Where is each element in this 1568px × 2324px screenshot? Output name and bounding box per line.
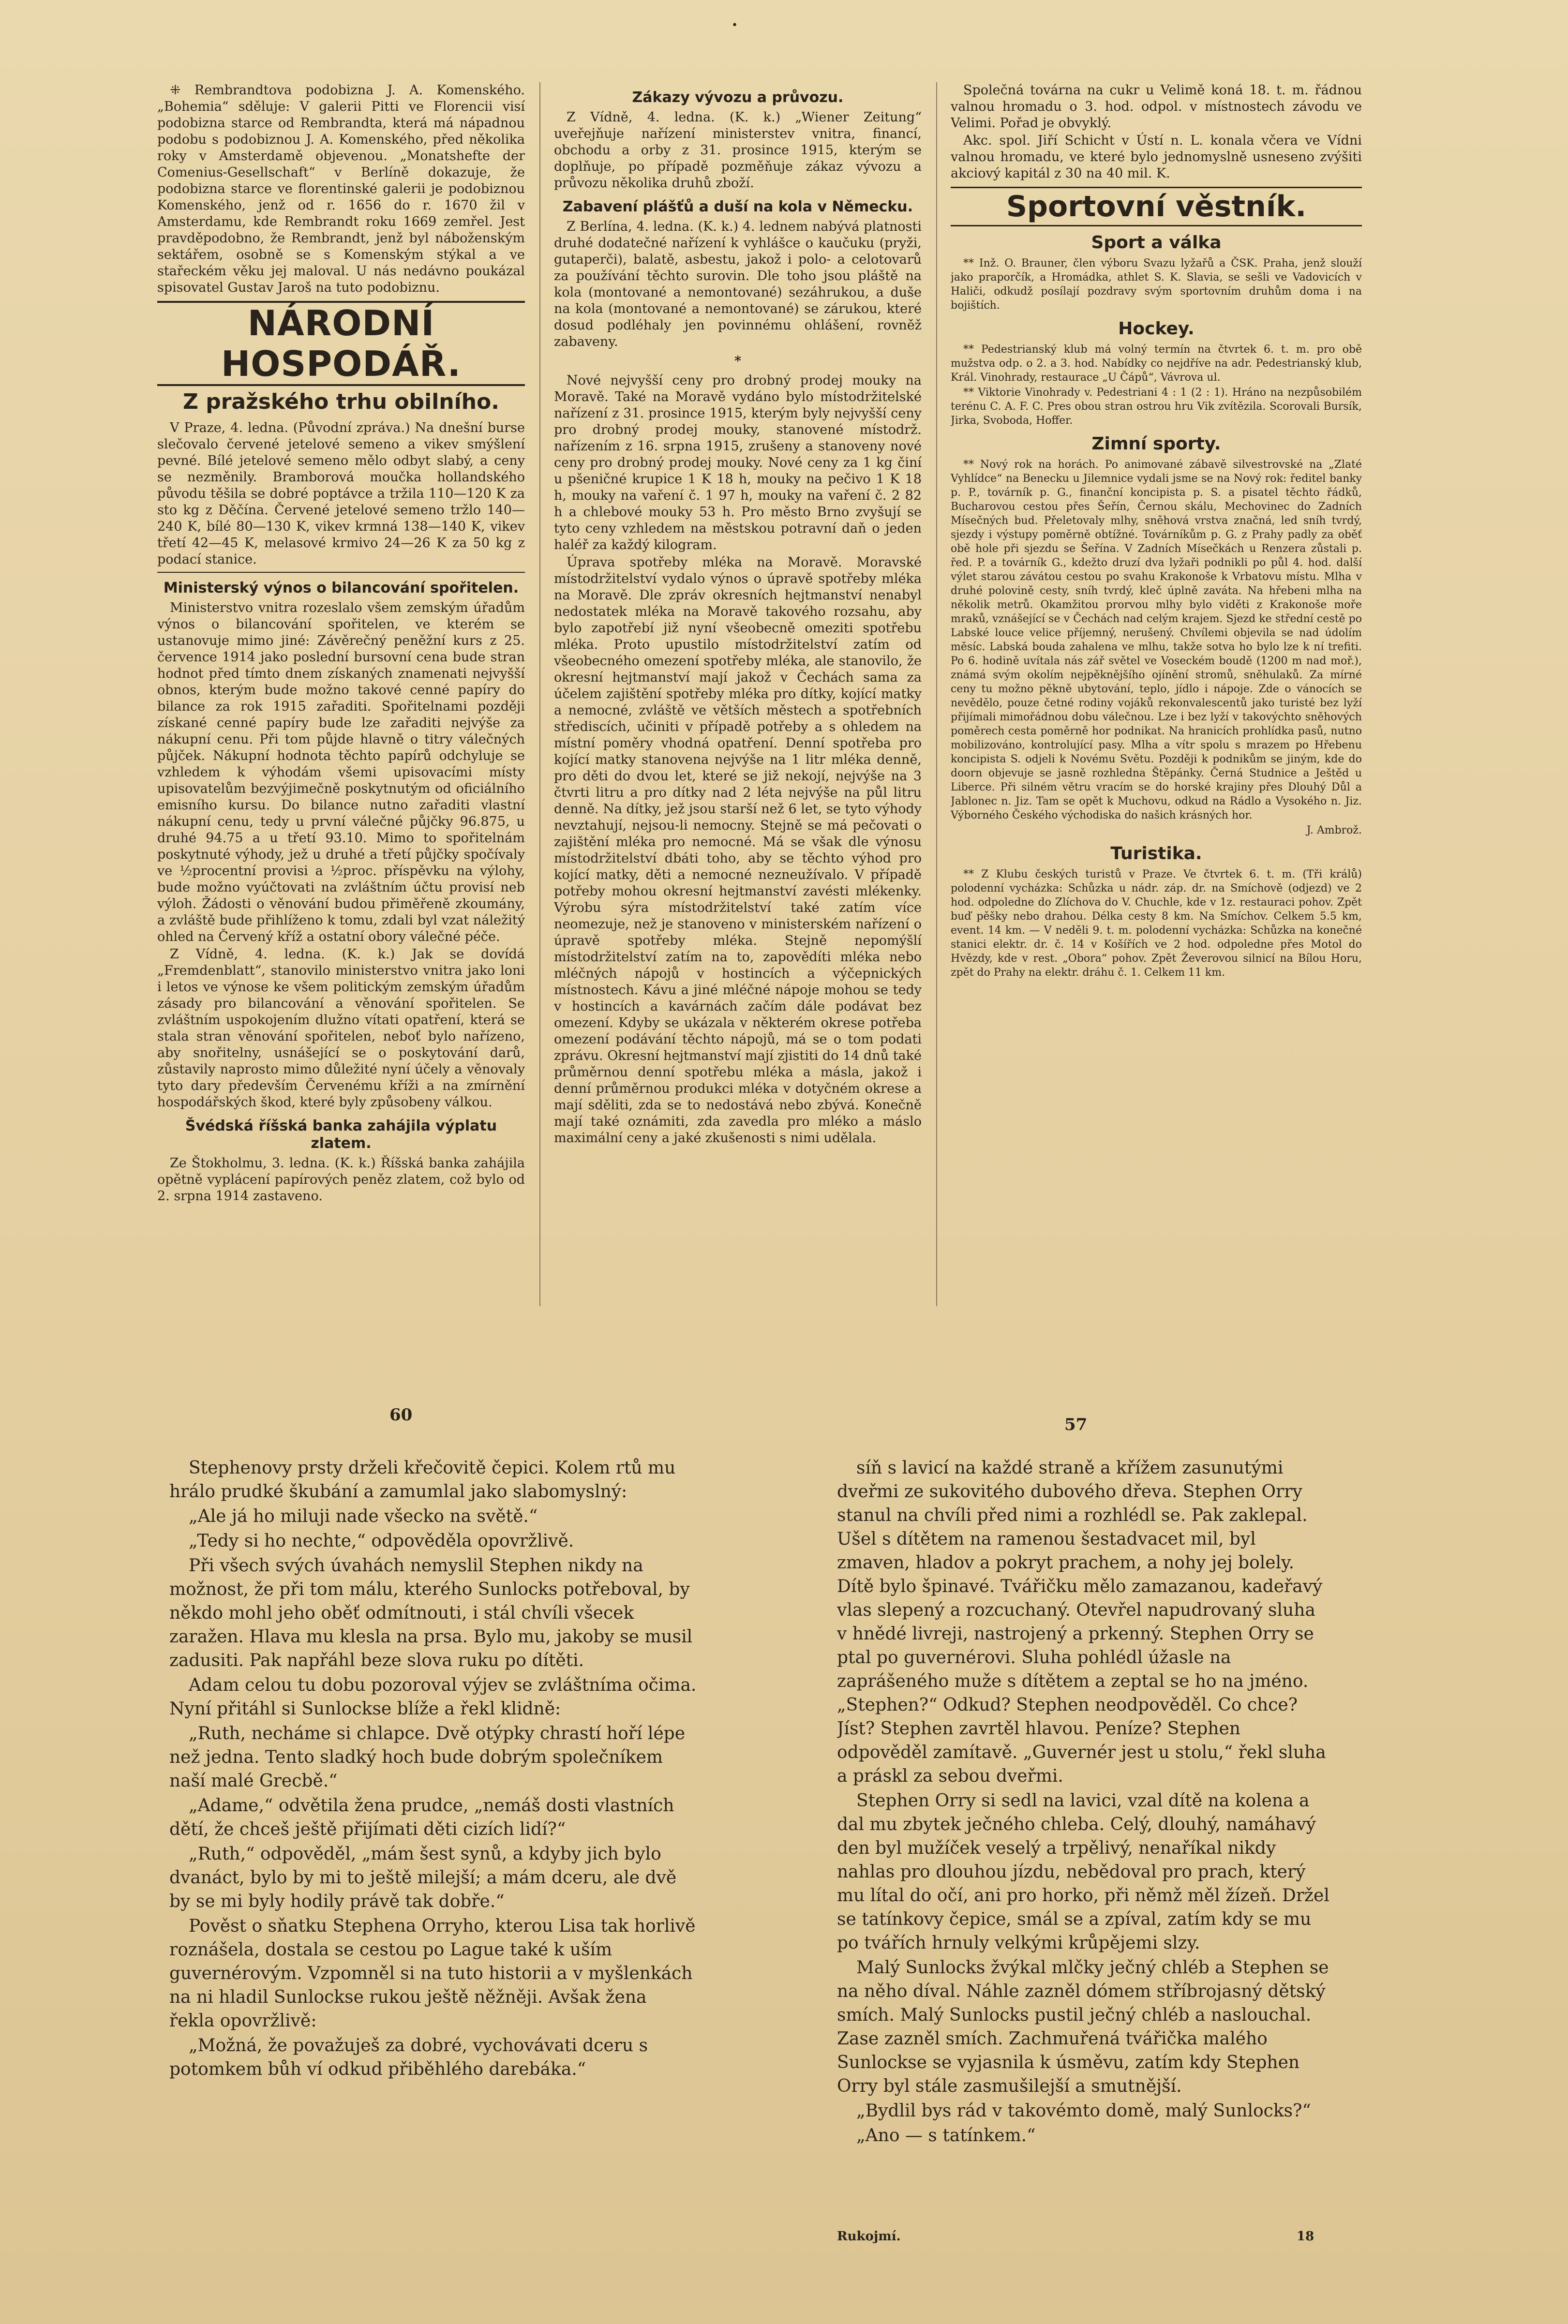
milk-article: Úprava spotřeby mléka na Moravě. Moravské místodržitelství vydalo výnos o úpravě spotřeby mléka na Moravě. Dle zpráv okresních hejtmanství nenabyl nedostatek mléka na Moravě takového rozsahu, aby bylo zapotřebí již nyní všeobecně omeziti spotřebu mléka. Proto upustilo místodržitelství zatím od všeobecného omezení spotřeby mléka, ale stanovilo, že okresní hejtmanství mají jakož v Čechách sama za účelem zajištění spotřeby mléka pro dítky, kojící matky a nemocné, zvláště ve větších městech a spotřebních střediscích, učiniti v případě potřeby a s ohledem na místní poměry vhodná opatření. Denní spotřeba pro kojící matky stanovena nejvýše na 1 litr mléka denně, pro děti do dvou let, které se již nekojí, nejvýše na 3 čtvrti litru a pro dítky nad 2 léta nejvýše na půl litru denně. Na dítky, jež jsou starší než 6 let, se tyto výhody nevztahují, nejsou-li nemocny. Stejně se má pečovati o zajištění mléka pro nemocné. Má se však dle výnosu místodržitelství dbáti toho, aby se těchto výhod pro kojící matky, děti a nemocné nezneužívalo. V případě potřeby mohou okresní hejtmanství zavésti mlékenky. Výrobu sýra místodržitelství také zatím více neomezuje, než je stanoveno v ministerském nařízení o úpravě spotřeby mléka. Stejně nepomýšlí místodržitelství zatím na to, zapovědíti mléka nebo mléčných nápojů v hostincích a výčepnických místnostech. Kávu a jiné mléčné nápoje mohou se tedy v hostincích a kavárnách začím dále podávat bez omezení. Kdyby se ukázala v některém okrese potřeba omezení podávání těchto nápojů, má se o tom podati zprávu. Okresní hejtmanství mají zjistiti do 14 dnů také průměrnou denní spotřebu mléka a másla, jakož i denní průměrnou produkci mléka v dotyčném okrese a mají sděliti, zda se to nedostává nebo zbývá. Konečně mají také oznámiti, zda zavedla pro mléko a máslo maximální ceny a jaké zkušenosti s nimi udělala. xyxy=(554,555,922,1146)
novel-paragraph: Malý Sunlocks žvýkal mlčky ječný chléb a Stephen se na něho díval. Náhle zazněl dómem stříbrojasný dětský smích. Malý Sunlocks pustil ječný chléb a naslouchal. Zase zazněl smích. Zachmuřená tvářička malého Sunlockse se vyjasnila k úsměvu, zatím kdy Stephen Orry byl stále zasmušilejší a smutnější. xyxy=(837,1958,1329,2096)
column-rule xyxy=(539,82,540,1306)
schicht-note: Akc. spol. Jiří Schicht v Ústí n. L. konala včera ve Vídni valnou hromadu, ve které bylo jednomyslně usneseno zvýšiti akciový kapitál z 30 na 40 mil. K. xyxy=(951,133,1362,181)
decree-article-vienna: Z Vídně, 4. ledna. (K. k.) Jak se dovídá „Fremdenblatt“, stanovilo ministerstvo vnitra jako loni i letos ve výnose ke všem politickým zemským úřadům zásady pro bilancování a věnování spořitelen. Se zvláštním uspokojením dlužno vítati opatření, která se stala stran věnování spořitelen, neboť bylo nařízeno, aby snořitelny, usnášející se o poskytování darů, zůstavily naprosto mimo důležité nyní účely a věnovaly tyto dary především Červenému kříži a na zmírnění hospodářských škod, které byly způsobeny válkou. xyxy=(157,947,525,1110)
separator-star: * xyxy=(734,354,742,369)
sport-and-war-article: ** Inž. O. Brauner, člen výboru Svazu lyžařů a ČSK. Praha, jenž slouží jako praporčík, a Hromádka, athlet S. K. Slavia, se sešli ve Vadovicích v Haliči, odkudž posílají pozdravy svým sportovním druhům doma i na bojištích. xyxy=(951,257,1362,312)
novel-paragraph: „Ano — s tatínkem.“ xyxy=(856,2126,1036,2145)
novel-paragraph: Stephen Orry si sedl na lavici, vzal dítě na kolena a dal mu zbytek ječného chleba. Celý, dlouhý, namáhavý den byl mužíček veselý a trpělivý, nenaříkal nikdy nahlas pro dlouhou jízdu, nebědoval pro prach, který mu lítal do očí, ani pro horko, při němž měl žízeň. Držel se tatínkovy čepice, smál se a zpíval, zatím kdy se mu po tvářích hrnuly velkými krůpějemi slzy. xyxy=(837,1791,1329,1953)
tourism-article: ** Z Klubu českých turistů v Praze. Ve čtvrtek 6. t. m. (Tři králů) polodenní vycházka: Schůzka u nádr. záp. dr. na Smíchově (odjezd) ve 2 hod. odpoledne do Zlíchova do V. Chuchle, kde v 1z. restauraci pohov. Zpět buď pěšky nebo drahou. Délka cesty 8 km. Na Smíchov. Celkem 5.5 km, event. 14 km. — V neděli 9. t. m. polodenní vycházka: Schůzka na konečné stanici elektr. dr. č. 14 v Košířích ve 2 hod. odpoledne přes Motol do Hvězdy, kde v rest. „Obora“ pohov. Zpět Ževerovou silnicí na Bílou Horu, zpět do Prahy na elektr. dráhu č. 1. Celkem 11 km. xyxy=(951,868,1362,979)
tires-heading: Zabavení plášťů a duší na kola v Německu. xyxy=(562,198,913,215)
novel-paragraph: „Tedy si ho nechte,“ odpověděla opovržlivě. xyxy=(189,1531,574,1551)
tires-article: Z Berlína, 4. ledna. (K. k.) 4. lednem nabývá platnosti druhé dodatečné nařízení k vyhlášce o kaučuku (pryži, gutaperči), balatě, asbestu, jakož i polo- a celotovarů za používání těchto surovin. Dle toho jsou pláště na kola (montované a nemontované) sezáhrukou, a duše na kola (montované a nemontované) se zárukou, které dosud podléhaly jen povinnému ohlášení, rovněž zabaveny. xyxy=(554,219,922,349)
novel-paragraph: „Ruth,“ odpověděl, „mám šest synů, a kdyby jich bylo dvanáct, bylo by mi to ještě milejší; a mám dceru, ale dvě by se mi byly hodily právě tak dobře.“ xyxy=(169,1844,677,1911)
decree-article: Ministerstvo vnitra rozeslalo všem zemským úřadům výnos o bilancování spořitelen, ve kterém se ustanovuje mimo jiné: Závěrečný peněžní kurs z 25. července 1914 jako poslední bursovní cena bude stran hodnot před tímto dnem získaných znamenati nejvyšší obnos, kterým bude možno takové cenné papíry do bilance za rok 1915 zařaditi. Spořitelnami později získané cenné papíry bude lze zařaditi nejvýše za nákupní cenu. Při tom půjde hlavně o titry válečných půjček. Nákupní hodnota těchto papírů odchyluje se vzhledem k výhodám všemi upisovacími místy upisovatelům bezvýjimečně poskytnutým od oficiálního emisního kursu. Do bilance nutno zařaditi vlastní nákupní cenu, tedy u první válečné půjčky 96.875, u druhé 94.75 a u třetí 93.10. Mimo to spořitelnám poskytnuté výhody, jež u druhé a třetí půjčky spočívaly ve ½procentní provisi a ½proc. příspěvku na výlohy, bude možno vyúčtovati na zvláštním účtu provisí neb výloh. Žádosti o věnování budou přiměřeně zkoumány, a zvláště bude přihlíženo k tomu, zdali byl vzat náležitý ohled na Červený kříž a ostatní obory válečné péče. xyxy=(157,600,525,944)
newspaper-column-3 xyxy=(951,82,1362,1301)
novel-paragraph: „Možná, že považuješ za dobré, vychovávati dceru s potomkem bůh ví odkud přiběhlého darebáka.“ xyxy=(169,2036,648,2079)
sheet-number: 18 xyxy=(1297,2229,1314,2244)
rembrandt-note: ⁜ Rembrandtova podobizna J. A. Komenského. „Bohemia“ sděluje: V galerii Pitti ve Florencii visí podobizna starce od Rembrandta, která má nápadnou podobu s podobiznou J. A. Komenského, před několika roky v Amsterdamě objevenou. „Monatshefte der Comenius-Gesellschaft“ v Berlíně dokazuje, že podobizna starce ve florentinské galerii je podobiznou Komenského, jenž od r. 1656 do r. 1670 žil v Amsterdamu, kde Rembrandt roku 1669 zemřel. Jest pravděpodobno, že Rembrandt, jenž byl náboženským sektářem, osobně se s Komenským stýkal a ve stařeckém věku jej maloval. U nás nedávno poukázal spisovatel Gustav Jaroš na tuto podobiznu. xyxy=(157,83,525,295)
novel-paragraph: Při všech svých úvahách nemyslil Stephen nikdy na možnost, že při tom málu, kterého Sunlocks potřeboval, by někdo mohl jeho oběť odmítnouti, i stál chvíli všecek zaražen. Hlava mu klesla na prsa. Bylo mu, jakoby se musil zadusiti. Pak napřáhl beze slova ruku po dítěti. xyxy=(169,1556,693,1670)
novel-paragraph: „Ruth, necháme si chlapce. Dvě otýpky chrastí hoří lépe než jedna. Tento sladký hoch bude dobrým společníkem naší malé Grecbě.“ xyxy=(169,1724,685,1791)
novel-paragraph: Stephenovy prsty drželi křečovitě čepici. Kolem rtů mu hrálo prudké škubání a zamumlal jako slabomyslný: xyxy=(169,1458,676,1502)
hockey-article: ** Pedestrianský klub má volný termín na čtvrtek 6. t. m. pro obě mužstva odp. o 2. a 3. hod. Nabídky co nejdříve na adr. Pedestrianský klub, Král. Vinohrady, restaurace „U Čápů“, Vávrova ul. xyxy=(951,343,1362,384)
newspaper-column-2 xyxy=(554,82,922,1301)
decree-heading: Ministerský výnos o bilancování spořitelen. xyxy=(163,580,519,596)
divider xyxy=(157,572,525,573)
market-heading: Z pražského trhu obilního. xyxy=(183,389,499,414)
left-page-number: 60 xyxy=(389,1405,413,1425)
winter-sports-article: ** Nový rok na horách. Po animované zábavě silvestrovské na „Zlaté Vyhlídce“ na Benecku u Jilemnice vydali jsme se na Nový rok: ředitel banky p. P., továrník p. G., finanční koncipista p. S. a pisatel těchto řádků, Bucharovou cestou přes Šeřín, Černou skálu, Mechovinec do Zadních Mísečných bud. Přeletovaly mlhy, sněhová vrstva značná, led sníh tvrdý, sjezdy i výstupy poměrně obtížné. Továrníkům p. G. z Prahy padly za oběť obě hole při sjezdu se Šeřína. V Zadních Mísečkách u Renzera zůstali p. řed. P. a továrník G., kdežto druzí dva lyžaři podnikli po půl 4. hod. další výlet starou závátou cestou po svahu Krakonoše k Vrbatovu místu. Mlha v druhé polovině cesty, sníh tvrdý, kleč úplně zaváta. Na hřebeni mlha na několik metrů. Okamžitou prorvou mlhy bylo viděti z Krakonoše moře mraků, vznášející se v Čechách nad celým krajem. Sjezd ke střední cestě po Labské louce velice příjemný, nerušený. Chvílemi objevila se nad údolím měsíc. Labská bouda zahalena ve mlhu, takže sotva ho bylo lze k ní trefiti. Po 6. hodině uvítala nás zář světel ve Voseckém boudě (1200 m nad moř.), známá svým okolím nejpěknějšího ojínění stromů, sněhulaků. Za mírné ceny tu možno pěkně ubytování, teplo, jídlo i nápoje. Zde o vánocích se nevědělo, pouze četné rodiny vojáků rekonvalescentů jako turisté bez lyží přijímali mimořádnou dobu válečnou. Lze i bez lyží v takovýchto sněhových poměrech cesta poměrně hor podnikat. Na hranicích prohlídka pasů, nutno mobilizováno, kontrolující pasy. Mlha a vítr spolu s mrazem po Hřebenu koncipista S. odjeli k Novému Světu. Později k podnikům se jiným, kde do doorn objevuje se jasně rozhledna Štěpánky. Černá Studnice a Ještěd u Liberce. Při silném větru vracím se do horské krajiny přes Dlouhý Důl a Jablonec n. Jiz. Tam se opět k Muchovu, odkud na Rádlo a Vysokého n. Jiz. Výborného Českého východiska do našich krásných hor. xyxy=(951,459,1362,821)
section-title-narodni-hospodar: NÁRODNÍ HOSPODÁŘ. xyxy=(157,301,525,386)
market-article: V Praze, 4. ledna. (Původní zpráva.) Na dnešní burse slečovalo červené jetelové semeno a vikev smýšlení pevné. Bílé jetelové semeno mělo odbyt slabý, a ceny se nezměnily. Bramborová moučka hollandského původu těšila se dobré poptávce a tržila 110—120 K za sto kg z Děčína. Červené jetelové semeno tržlo 140—240 K, bílé 80—130 K, vikev krmná 138—140 K, vikev třetí 42—45 K, melasové krmivo 24—26 K za 50 kg z podací stanice. xyxy=(157,420,525,567)
hockey-heading: Hockey. xyxy=(1118,319,1195,339)
novel-right-page xyxy=(837,1456,1330,2230)
flour-prices-article: Nové nejvyšší ceny pro drobný prodej mouky na Moravě. Také na Moravě vydáno bylo místodržitelské nařízení z 31. prosince 1915, kterým byly nejvyšší ceny pro drobný prodej mouky, stanovené místodrž. nařízením z 16. srpna 1915, zrušeny a stanoveny nové ceny pro drobný prodej mouky. Nové ceny za 1 kg činí u pšeničné krupice 1 K 18 h, mouky na pečivo 1 K 18 h, mouky na vaření č. 1 97 h, mouky na vaření č. 2 82 h a chlebové mouky 53 h. Pro město Brno zvyšují se tyto ceny vzhledem na městskou potravní daň o jeden haléř za každý kilogram. xyxy=(554,373,922,552)
swedish-bank-heading: Švédská říšská banka zahájila výplatu zlatem. xyxy=(185,1117,497,1152)
novel-left-page xyxy=(169,1456,697,2158)
export-ban-heading: Zákazy vývozu a průvozu. xyxy=(632,89,844,106)
right-page-number: 57 xyxy=(1064,1415,1088,1434)
novel-paragraph: „Bydlil bys rád v takovémto domě, malý Sunlocks?“ xyxy=(856,2101,1311,2121)
swedish-bank-article: Ze Štokholmu, 3. ledna. (K. k.) Říšská banka zahájila opětně vyplácení papírových peněz zlatem, což bylo od 2. srpna 1914 zastaveno. xyxy=(157,1156,525,1204)
winter-sports-signature: J. Ambrož. xyxy=(1306,824,1362,836)
column-rule xyxy=(936,82,937,1306)
novel-title-footer: Rukojmí. xyxy=(837,2229,901,2244)
hockey-result-article: ** Viktorie Vinohrady v. Pedestriani 4 : 1 (2 : 1). Hráno na nezpůsobilém terénu C. A. F. C. Pres obou stran ostrou hru Vik zvítězila. Scorovali Bursík, Jirka, Svoboda, Hoffer. xyxy=(951,387,1362,427)
sports-section-title: Sportovní věstník. xyxy=(951,187,1362,226)
novel-paragraph: „Adame,“ odvětila žena prudce, „nemáš dosti vlastních dětí, že chceš ještě přijímati děti cizích lidí?“ xyxy=(169,1796,674,1839)
newspaper-column-1 xyxy=(157,82,525,1301)
top-mark: • xyxy=(732,19,738,31)
novel-paragraph: „Ale já ho miluji nade všecko na světě.“ xyxy=(189,1506,538,1526)
export-ban-article: Z Vídně, 4. ledna. (K. k.) „Wiener Zeitung“ uveřejňuje nařízení ministerstev vnitra, financí, obchodu a orby z 31. prosince 1915, kterým se doplňuje, po případě pozměňuje zákaz vývozu a průvozu několika druhů zboží. xyxy=(554,110,922,191)
winter-sports-heading: Zimní sporty. xyxy=(1091,434,1221,454)
novel-paragraph: Adam celou tu dobu pozoroval výjev se zvláštníma očima. Nyní přitáhl si Sunlockse blíže a řekl klidně: xyxy=(169,1675,697,1719)
sugar-factory-note: Společná továrna na cukr u Velimě koná 18. t. m. řádnou valnou hromadu o 3. hod. odpol. v místnostech závodu ve Velimi. Pořad je obvyklý. xyxy=(951,83,1362,131)
novel-paragraph: síň s lavicí na každé straně a křížem zasunutými dveřmi ze sukovitého dubového dřeva. Stephen Orry stanul na chvíli před nimi a rozhlédl se. Pak zaklepal. Ušel s dítětem na ramenou šestadvacet mil, byl zmaven, hladov a pokryt prachem, a nohy jej bolely. Dítě bylo špinavé. Tvářičku mělo zamazanou, kadeřavý vlas slepený a rozcuchaný. Otevřel napudrovaný sluha v hnědé livreji, nastrojený a prkenný. Stephen Orry se ptal po guvernérovi. Sluha pohlédl úžasle na zaprášeného muže s dítětem a zeptal se ho na jméno. „Stephen?“ Odkud? Stephen neodpověděl. Co chce? Jíst? Stephen zavrtěl hlavou. Peníze? Stephen odpověděl zamítavě. „Guvernér jest u stolu,“ řekl sluha a práskl za sebou dveřmi. xyxy=(837,1458,1326,1786)
sport-and-war-heading: Sport a válka xyxy=(1091,233,1222,253)
tourism-heading: Turistika. xyxy=(1110,844,1202,864)
novel-paragraph: Pověst o sňatku Stephena Orryho, kterou Lisa tak horlivě roznášela, dostala se cestou po Lague také k uším guvernérovým. Vzpomněl si na tuto historii a v myšlenkách na ni hladil Sunlockse rukou ještě něžněji. Avšak žena řekla opovržlivě: xyxy=(169,1916,696,2031)
